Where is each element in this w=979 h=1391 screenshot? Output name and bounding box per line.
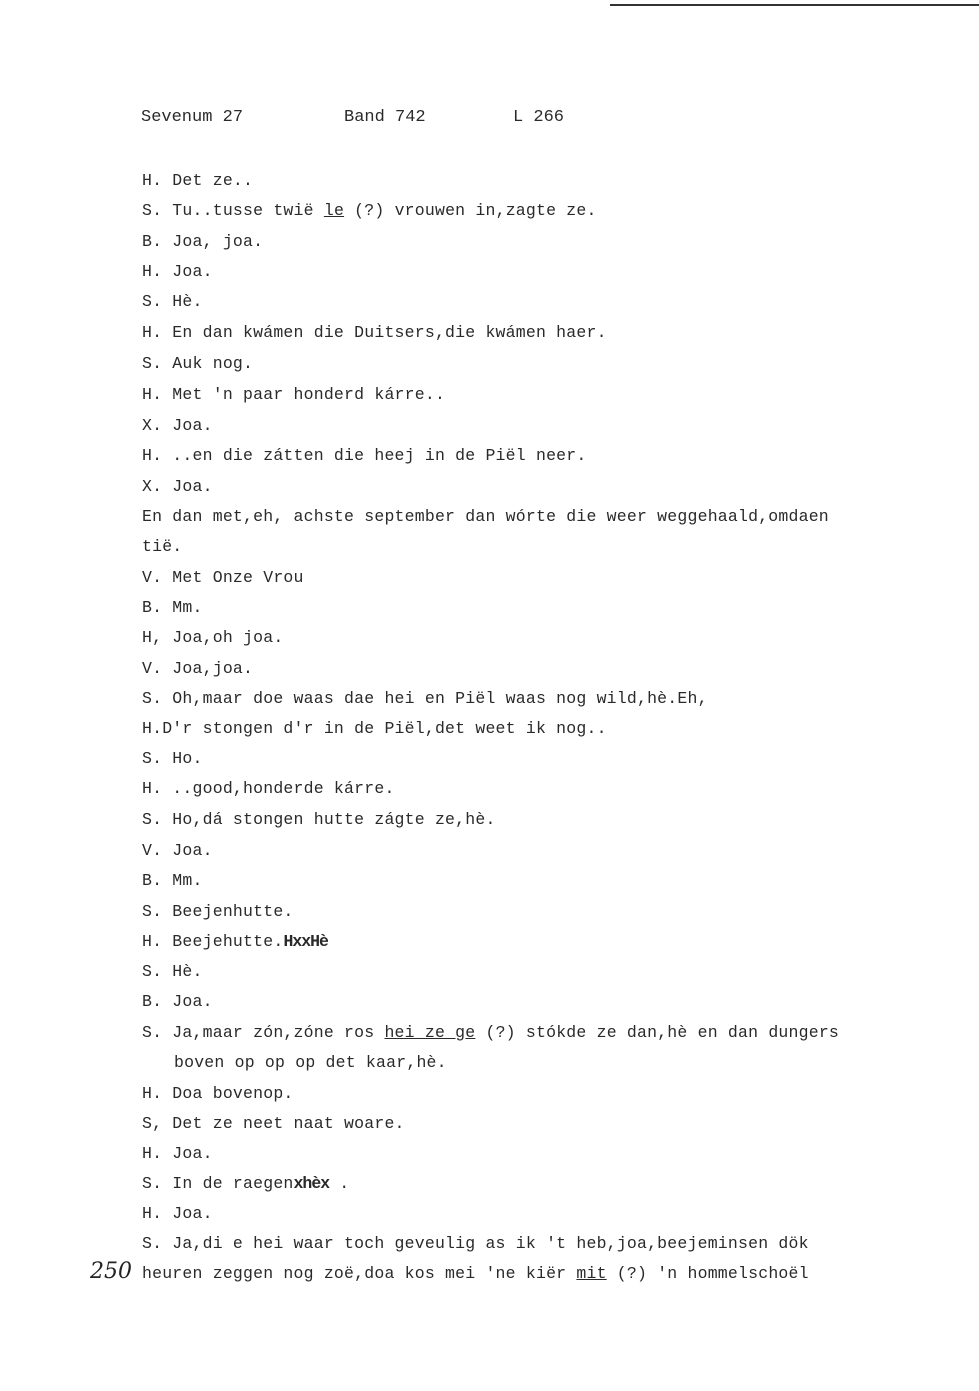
- transcript-line: H. En dan kwámen die Duitsers,die kwámen haer.: [142, 323, 607, 342]
- handwritten-margin-number: 250: [90, 1259, 132, 1284]
- transcript-line: heuren zeggen nog zoë,doa kos mei 'ne kiër mit (?) 'n hommelschoël: [142, 1264, 809, 1283]
- transcript-line: S. Ja,maar zón,zóne ros hei ze ge (?) stókde ze dan,hè en dan dungers: [142, 1023, 840, 1042]
- transcript-line: H. ..good,honderde kárre.: [142, 779, 395, 798]
- transcript-line: S. Ho,dá stongen hutte zágte ze,hè.: [142, 810, 496, 829]
- transcript-line: S. In de raegenxhèx .: [142, 1174, 350, 1193]
- transcript-line: H.D'r stongen d'r in de Piël,det weet ik nog..: [142, 719, 607, 738]
- transcript-line: S. Tu..tusse twië le (?) vrouwen in,zagte ze.: [142, 201, 597, 220]
- transcript-line: H, Joa,oh joa.: [142, 628, 284, 647]
- transcript-line: V. Met Onze Vrou: [142, 568, 304, 587]
- top-rule: [610, 4, 979, 6]
- transcript-line: H. Det ze..: [142, 171, 254, 190]
- transcript-line: S. Auk nog.: [142, 354, 254, 373]
- transcript-line: X. Joa.: [142, 416, 213, 435]
- header-band: Band 742: [344, 108, 426, 127]
- transcript-line: S. Ja,di e hei waar toch geveulig as ik 't heb,joa,beejeminsen dök: [142, 1234, 809, 1253]
- transcript-line: S. Hè.: [142, 962, 203, 981]
- transcript-line: V. Joa,joa.: [142, 659, 254, 678]
- transcript-line: H. Beejehutte.HxxHè: [142, 932, 328, 951]
- struck-out-text: HxxHè: [283, 932, 328, 951]
- transcript-line: S. Ho.: [142, 749, 203, 768]
- header-code: L 266: [513, 108, 565, 127]
- transcript-line: V. Joa.: [142, 841, 213, 860]
- transcript-line: S. Hè.: [142, 292, 203, 311]
- struck-out-text: xhèx: [293, 1174, 330, 1193]
- uncertain-word: hei ze ge: [384, 1023, 476, 1042]
- transcript-line: B. Mm.: [142, 598, 203, 617]
- transcript-line: tië.: [142, 537, 183, 556]
- uncertain-word: le: [323, 201, 345, 220]
- transcript-line: S, Det ze neet naat woare.: [142, 1114, 405, 1133]
- header-place: Sevenum 27: [141, 108, 244, 127]
- transcript-line: H. Met 'n paar honderd kárre..: [142, 385, 446, 404]
- transcript-line: boven op op op det kaar,hè.: [174, 1053, 447, 1072]
- transcript-line: S. Oh,maar doe waas dae hei en Piël waas nog wild,hè.Eh,: [142, 689, 708, 708]
- uncertain-word: mit: [576, 1264, 607, 1283]
- transcript-line: H. Joa.: [142, 1204, 213, 1223]
- transcript-line: En dan met,eh, achste september dan wórte die weer weggehaald,omdaen: [142, 507, 829, 526]
- transcript-line: B. Joa, joa.: [142, 232, 264, 251]
- transcript-line: H. Doa bovenop.: [142, 1084, 294, 1103]
- transcript-line: S. Beejenhutte.: [142, 902, 294, 921]
- transcript-line: X. Joa.: [142, 477, 213, 496]
- transcript-line: H. ..en die zátten die heej in de Piël neer.: [142, 446, 587, 465]
- transcript-line: B. Mm.: [142, 871, 203, 890]
- transcript-line: H. Joa.: [142, 1144, 213, 1163]
- transcript-line: H. Joa.: [142, 262, 213, 281]
- transcript-line: B. Joa.: [142, 992, 213, 1011]
